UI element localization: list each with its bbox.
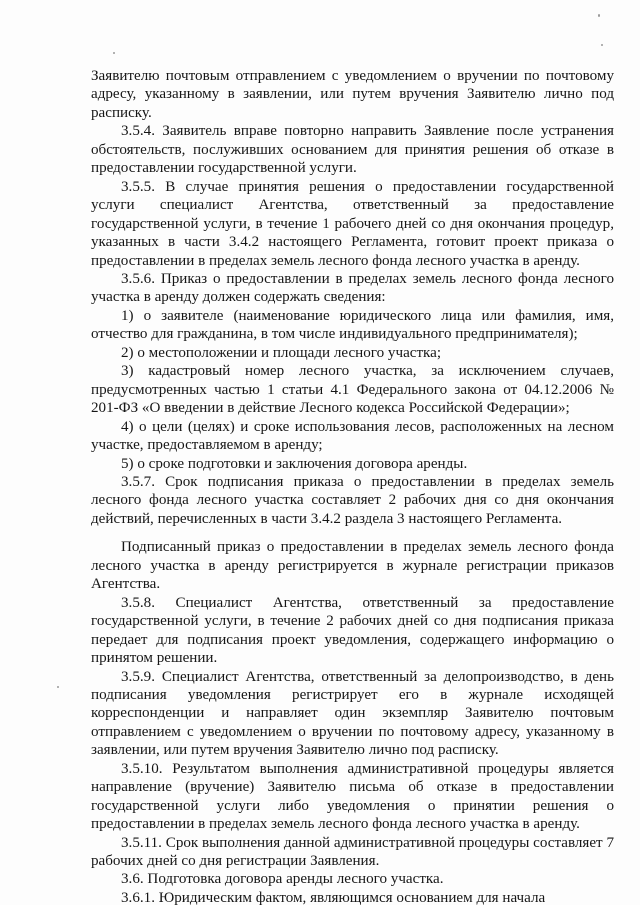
paragraph-3-5-4: 3.5.4. Заявитель вправе повторно направить Заявление после устранения обстоятельств, послуживших основанием для принятия решения об отказе в предоставлении государственной услуги. [91,123,614,177]
document-body [91,67,614,907]
list-item-3: 3) кадастровый номер лесного участка, за исключением случаев, предусмотренных частью 1 статьи 4.1 Федерального закона от 04.12.2006 № 201-ФЗ «О введении в действие Лесного кодекса Российской Федерации»; [91,363,614,417]
scan-speck [598,14,600,17]
paragraph-3-5-10: 3.5.10. Результатом выполнения административной процедуры является направление (вручение) Заявителю письма об отказе в предоставлении государственной услуги либо уведомления о принятии решения о предоставлении в пределах земель лесного фонда лесного участка в аренду. [91,760,614,833]
paragraph-3-5-5: 3.5.5. В случае принятия решения о предоставлении государственной услуги специалист Агентства, ответственный за предоставление государственной услуги, в течение 1 рабочего дней со дня окончания процедур, указанных в части 3.4.2 настоящего Регламента, готовит проект приказа о предоставлении в пределах земель лесного фонда лесного участка в аренду. [91,178,614,269]
paragraph-3-5-9: 3.5.9. Специалист Агентства, ответственный за делопроизводство, в день подписания уведомления регистрирует его в журнале исходящей корреспонденции и направляет один экземпляр Заявителю почтовым отправлением с уведомлением о вручении по почтовому адресу, указанному в заявлении, или путем вручения Заявителю лично под расписку. [91,668,614,759]
section-heading-3-6: 3.6. Подготовка договора аренды лесного участка. [121,871,444,888]
list-item-5: 5) о сроке подготовки и заключения договора аренды. [121,455,468,472]
list-item-2: 2) о местоположении и площади лесного участка; [121,344,442,361]
paragraph-3-5-7: 3.5.7. Срок подписания приказа о предоставлении в пределах земель лесного фонда лесного участка составляет 2 рабочих дня со дня окончания действий, перечисленных в части 3.4.2 раздела 3 настоящего Регламента. [91,473,614,527]
paragraph-3-5-8: 3.5.8. Специалист Агентства, ответственный за предоставление государственной услуги, в течение 2 рабочих дней со дня подписания приказа передает для подписания проект уведомления, содержащего информацию о принятом решении. [91,594,614,667]
scan-speck [601,44,603,46]
scan-speck [57,686,59,688]
paragraph-3-5-11: 3.5.11. Срок выполнения данной административной процедуры составляет 7 рабочих дней со дня регистрации Заявления. [91,834,614,870]
list-item-1: 1) о заявителе (наименование юридического лица или фамилия, имя, отчество для гражданина, в том числе индивидуального предпринимателя); [91,307,614,343]
paragraph-continuation: Заявителю почтовым отправлением с уведомлением о вручении по почтовому адресу, указанному в заявлении, или путем вручения Заявителю лично под расписку. [91,68,614,121]
list-item-4: 4) о цели (целях) и сроке использования лесов, расположенных на лесном участке, предоставляемом в аренду; [91,418,614,454]
paragraph-3-6-1: 3.6.1. Юридическим фактом, являющимся основанием для начала [121,889,546,906]
paragraph-3-5-6: 3.5.6. Приказ о предоставлении в пределах земель лесного фонда лесного участка в аренду должен содержать сведения: [91,270,614,306]
paragraph-signed-order: Подписанный приказ о предоставлении в пределах земель лесного фонда лесного участка в аренду регистрируется в журнале регистрации приказов Агентства. [91,539,614,593]
scan-speck [113,52,115,54]
